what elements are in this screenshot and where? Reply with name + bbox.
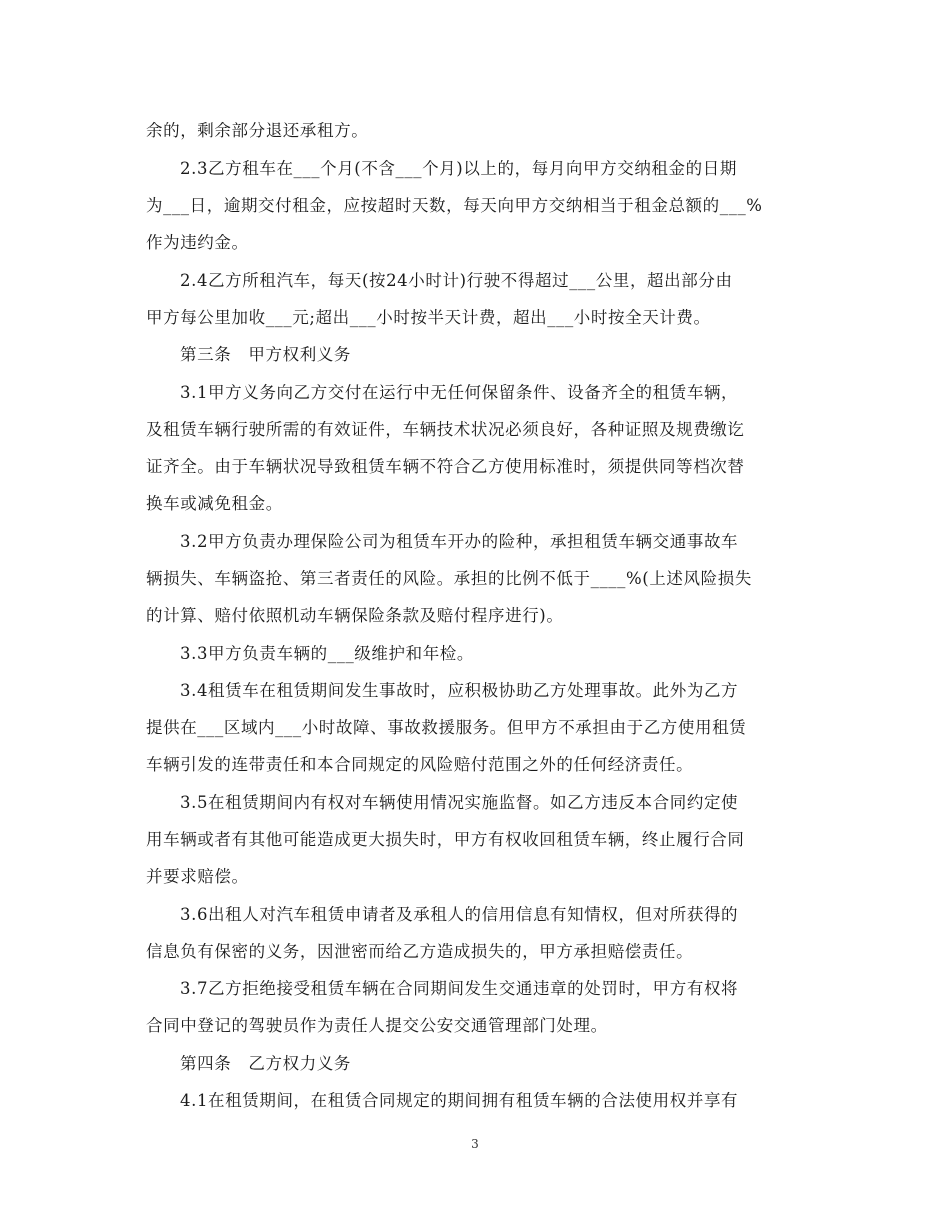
- text-line: 4.1在租赁期间，在租赁合同规定的期间拥有租赁车辆的合法使用权并享有: [180, 1091, 739, 1110]
- text-line: 3.3甲方负责车辆的___级维护和年检。: [180, 644, 474, 663]
- text-line: 3.4租赁车在租赁期间发生事故时，应积极协助乙方处理事故。此外为乙方: [180, 681, 739, 700]
- section-heading: 第四条 乙方权力义务: [180, 1054, 351, 1073]
- text-line: 信息负有保密的义务，因泄密而给乙方造成损失的，甲方承担赔偿责任。: [146, 942, 694, 961]
- section-heading: 第三条 甲方权利义务: [180, 345, 351, 364]
- text-line: 3.6出租人对汽车租赁申请者及承租人的信用信息有知情权，但对所获得的: [180, 905, 739, 924]
- text-line: 作为违约金。: [146, 233, 249, 252]
- text-line: 的计算、赔付依照机动车辆保险条款及赔付程序进行)。: [146, 606, 564, 625]
- text-line: 证齐全。由于车辆状况导致租赁车辆不符合乙方使用标准时，须提供同等档次替: [146, 457, 745, 476]
- page-number: 3: [471, 1137, 479, 1151]
- text-line: 提供在___区域内___小时故障、事故救援服务。但甲方不承担由于乙方使用租赁: [146, 718, 747, 737]
- text-line: 合同中登记的驾驶员作为责任人提交公安交通管理部门处理。: [146, 1016, 608, 1035]
- text-line: 3.7乙方拒绝接受租赁车辆在合同期间发生交通违章的处罚时，甲方有权将: [180, 979, 739, 998]
- text-line: 用车辆或者有其他可能造成更大损失时，甲方有权收回租赁车辆，终止履行合同: [146, 830, 745, 849]
- text-line: 2.4乙方所租汽车，每天(按24小时计)行驶不得超过___公里，超出部分由: [180, 271, 733, 290]
- text-line: 车辆引发的连带责任和本合同规定的风险赔付范围之外的任何经济责任。: [146, 755, 694, 774]
- text-line: 换车或减免租金。: [146, 494, 283, 513]
- text-line: 甲方每公里加收___元;超出___小时按半天计费，超出___小时按全天计费。: [146, 308, 711, 327]
- text-line: 辆损失、车辆盗抢、第三者责任的风险。承担的比例不低于____%(上述风险损失: [146, 569, 752, 588]
- text-line: 3.1甲方义务向乙方交付在运行中无任何保留条件、设备齐全的租赁车辆，: [180, 383, 739, 402]
- text-line: 2.3乙方租车在___个月(不含___个月)以上的，每月向甲方交纳租金的日期: [180, 159, 737, 178]
- text-line: 3.2甲方负责办理保险公司为租赁车开办的险种，承担租赁车辆交通事故车: [180, 532, 739, 551]
- text-line: 并要求赔偿。: [146, 867, 249, 886]
- text-line: 为___日，逾期交付租金，应按超时天数，每天向甲方交纳相当于租金总额的___%: [146, 196, 763, 215]
- text-line: 余的，剩余部分退还承租方。: [146, 121, 369, 140]
- text-line: 3.5在租赁期间内有权对车辆使用情况实施监督。如乙方违反本合同约定使: [180, 793, 739, 812]
- text-line: 及租赁车辆行驶所需的有效证件，车辆技术状况必须良好，各种证照及规费缴讫: [146, 420, 745, 439]
